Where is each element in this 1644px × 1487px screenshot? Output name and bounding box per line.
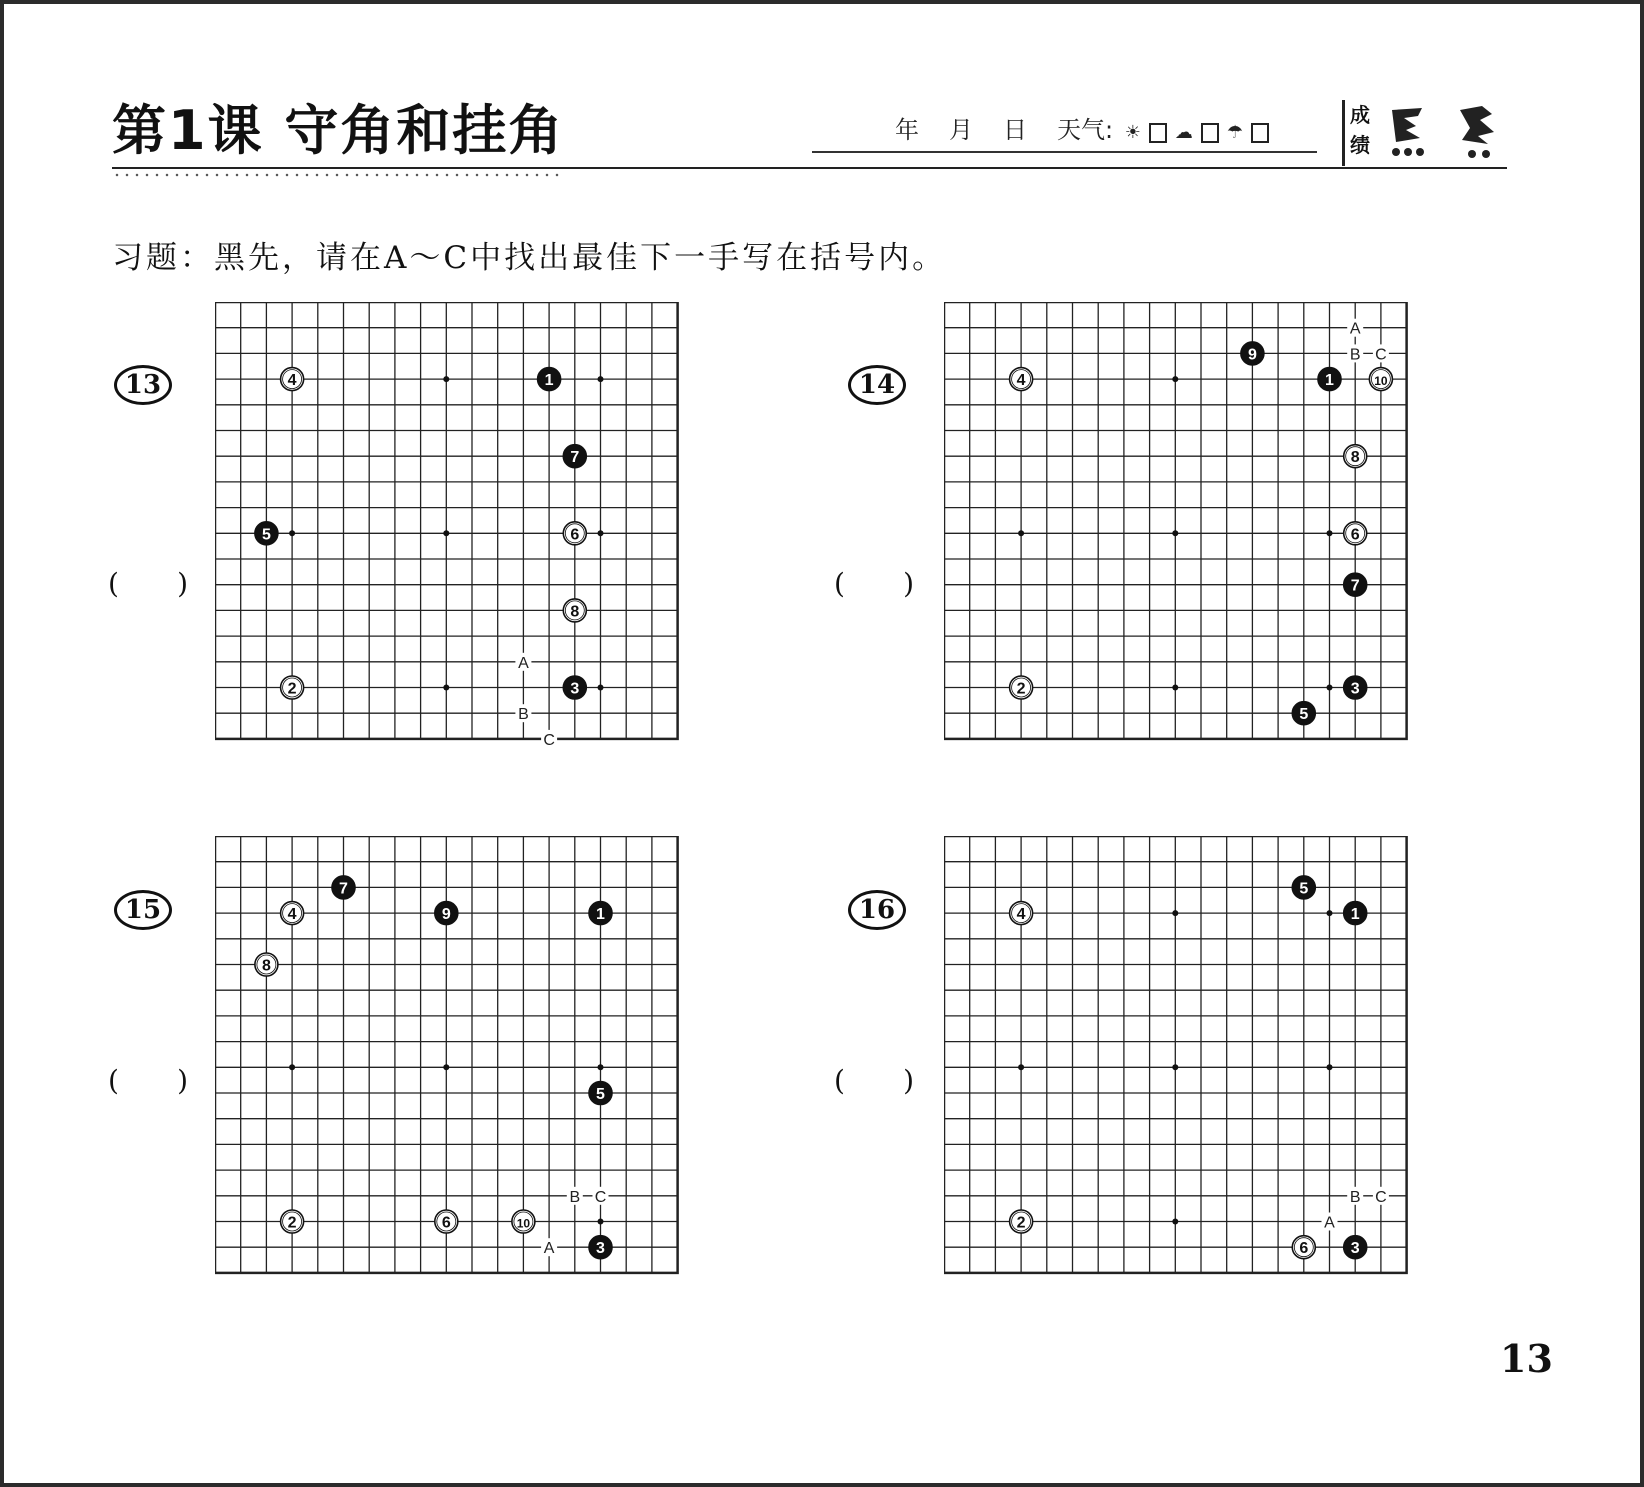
white-stone [1010,902,1033,925]
black-stone [589,902,612,925]
title-rule [112,167,1507,169]
stone-number: 6 [570,526,580,544]
black-stone [1292,702,1315,725]
black-stone [1344,676,1367,699]
problem-label-14: 14 [848,365,906,405]
candidate-mark-A: A [518,654,529,672]
stone-number: 1 [1350,906,1360,924]
star-point [289,1064,295,1070]
star-point [443,376,449,382]
month-label: 月 [949,116,973,144]
candidate-mark-A: A [543,1240,555,1258]
star-point [1172,376,1178,382]
stone-number: 4 [1016,906,1026,924]
stone-number: 5 [261,526,271,544]
cloud-icon: ☁ [1174,122,1193,143]
star-point [1327,1064,1333,1070]
stone-number: 5 [596,1086,605,1103]
board-grid [215,302,678,739]
star-point [443,1064,449,1070]
exercise-instruction: 习题：黑先，请在A～C中找出最佳下一手写在括号内。 [112,240,947,276]
date-underline [812,151,1317,153]
paren-open: ( [834,1063,845,1097]
stone-number: 2 [1016,680,1026,698]
paren-open: ( [108,566,119,600]
answer-bracket-16[interactable] [834,1060,914,1100]
stone-number: 3 [596,1240,605,1258]
white-stone [512,1210,535,1233]
stone-number: 4 [287,906,297,924]
stone-number: 1 [1325,372,1334,390]
star-point [1172,530,1178,536]
paren-close: ) [903,566,914,600]
answer-bracket-14[interactable] [834,563,914,603]
paren-close: ) [177,1063,188,1097]
stone-number: 9 [441,906,451,924]
white-stone [281,368,304,391]
weather-options [1125,122,1269,143]
paren-open: ( [108,1063,119,1097]
stone-number: 6 [1350,526,1360,544]
lesson-title: 第1课 守角和挂角 [112,99,565,162]
stone-number: 1 [596,906,605,924]
reward-icon-2 [1452,100,1502,160]
answer-bracket-13[interactable] [108,563,188,603]
year-label: 年 [895,116,919,144]
stone-number: 3 [1350,1240,1360,1258]
star-point [1327,910,1333,916]
stone-number: 6 [441,1214,451,1232]
white-stone [281,676,304,699]
star-point [1018,1064,1024,1070]
candidate-mark-C: C [543,731,555,749]
black-stone [538,368,561,391]
candidate-mark-B: B [518,706,529,724]
star-point [1172,1064,1178,1070]
stone-number: 9 [1247,346,1257,364]
score-label: 成绩 [1350,103,1370,157]
candidate-mark-C: C [594,1188,607,1206]
white-stone [255,953,278,976]
problem-label-15: 15 [114,890,172,930]
white-stone [281,1210,304,1233]
stone-number: 3 [570,680,580,698]
white-stone [1369,368,1392,391]
problem-label-13: 13 [114,365,172,405]
stone-number: 8 [570,603,580,621]
stone-number: 2 [287,680,297,698]
star-point [1172,1219,1178,1225]
white-stone [1010,676,1033,699]
rain-checkbox[interactable] [1251,123,1269,143]
black-stone [255,522,278,545]
star-point [598,1064,604,1070]
black-stone [589,1236,612,1259]
candidate-mark-B: B [569,1188,581,1206]
go-board-16 [944,836,1416,1298]
date-weather-line [895,110,1269,145]
star-point [598,530,604,536]
candidate-mark-B: B [1349,346,1361,364]
star-point [598,685,604,691]
paren-close: ) [903,1063,914,1097]
board-grid [944,302,1407,739]
black-stone [332,876,355,899]
stone-number: 5 [1299,880,1309,898]
white-stone [1010,1210,1033,1233]
white-stone [1292,1236,1315,1259]
page-number: 13 [1500,1336,1553,1381]
day-label: 日 [1003,116,1027,144]
candidate-mark-A: A [1349,320,1361,338]
star-point [1172,685,1178,691]
black-stone [563,445,586,468]
white-stone [1344,445,1367,468]
stone-number: 8 [261,957,271,975]
black-stone [1241,342,1264,365]
sun-checkbox[interactable] [1149,123,1167,143]
stone-number: 2 [1016,1214,1026,1232]
black-stone [563,676,586,699]
stone-number: 5 [1299,706,1309,724]
candidate-mark-C: C [1375,1188,1387,1206]
stone-number: 4 [1016,372,1026,390]
black-stone [1292,876,1315,899]
go-board-15 [215,836,687,1298]
candidate-mark-A: A [1324,1214,1335,1232]
stone-number: 10 [516,1216,531,1231]
score-divider [1342,100,1345,166]
white-stone [435,1210,458,1233]
black-stone [1344,1236,1367,1259]
star-point [598,376,604,382]
white-stone [281,902,304,925]
star-point [1327,685,1333,691]
problem-label-16: 16 [848,890,906,930]
go-board-13 [215,302,687,764]
star-point [443,530,449,536]
stone-number: 3 [1350,680,1360,698]
go-board-14 [944,302,1416,764]
stone-number: 4 [287,372,297,390]
sun-icon: ☀ [1124,122,1141,143]
paren-close: ) [177,566,188,600]
star-point [1327,530,1333,536]
stone-number: 6 [1299,1240,1309,1258]
star-point [598,1219,604,1225]
black-stone [1318,368,1341,391]
board-grid [944,836,1407,1273]
black-stone [1344,573,1367,596]
stone-number: 2 [287,1214,297,1232]
title-dot-rule [112,172,562,178]
stone-number: 10 [1374,374,1388,389]
black-stone [589,1082,612,1105]
weather-label-text: 天气: [1057,116,1114,144]
stone-number: 7 [1350,577,1360,595]
star-point [1172,910,1178,916]
white-stone [1010,368,1033,391]
stone-number: 7 [570,449,580,467]
black-stone [1344,902,1367,925]
reward-icon-1 [1382,100,1432,160]
stone-number: 7 [339,880,348,898]
weather-label [1057,110,1269,145]
answer-bracket-15[interactable] [108,1060,188,1100]
star-point [1018,530,1024,536]
candidate-mark-C: C [1375,346,1387,364]
paren-open: ( [834,566,845,600]
black-stone [435,902,458,925]
cloud-checkbox[interactable] [1201,123,1219,143]
candidate-mark-B: B [1349,1188,1361,1206]
star-point [443,685,449,691]
rain-icon: ☂ [1226,122,1244,143]
stone-number: 1 [544,372,554,390]
stone-number: 8 [1350,449,1360,467]
white-stone [563,599,586,622]
white-stone [1344,522,1367,545]
white-stone [563,522,586,545]
star-point [289,530,295,536]
